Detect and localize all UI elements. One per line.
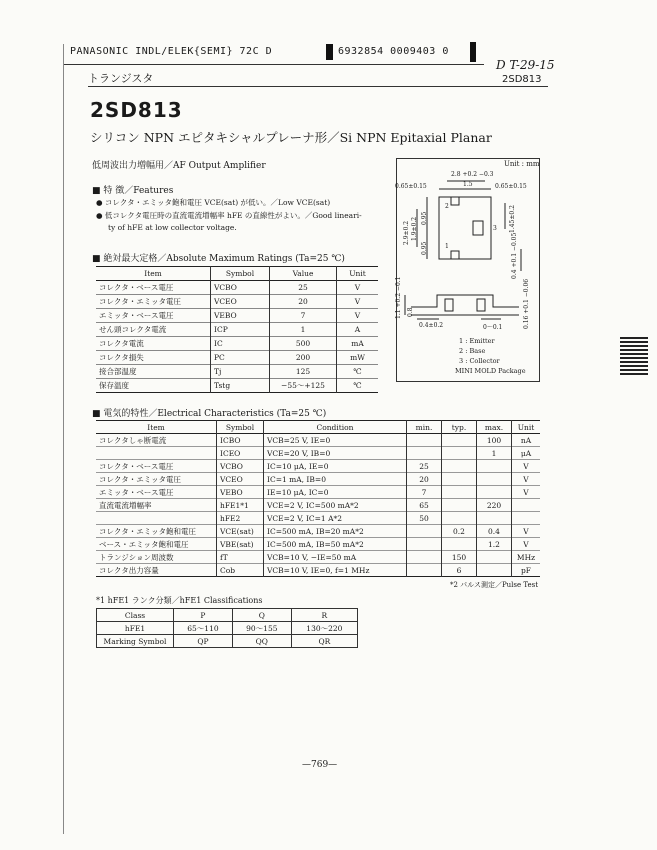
pulse-test-footnote: *2 パルス測定／Pulse Test [450, 581, 539, 589]
table-row: 直流電流増幅率 hFE1*1 VCE=2 V, IC=500 mA*2 65 220 [96, 499, 540, 512]
feature-item-2: ● 低コレクタ電圧時の直流電流増幅率 hFE の直線性がよい。／Good lineari- [96, 211, 362, 220]
table-row: トランジション周波数 fT VCB=10 V, −IE=50 mA 150 MHz [96, 551, 540, 564]
header-mark-2 [470, 42, 476, 62]
elec-heading: ■ 電気的特性／Electrical Characteristics (Ta=25 ℃) [92, 409, 327, 419]
pin-2-label: 2 [445, 203, 449, 210]
category-rule [88, 86, 548, 87]
subtitle: シリコン NPN エピタキシャルプレーナ形／Si NPN Epitaxial Planar [90, 130, 492, 145]
dim-11: 1.1 +0.2 −0.1 [395, 276, 402, 319]
legend-emitter: 1 : Emitter [459, 337, 495, 345]
col-condition: Condition [264, 421, 407, 434]
dim-left: 0.65±0.15 [395, 183, 427, 190]
dim-095a: 0.95 [421, 211, 428, 225]
abs-max-table [96, 266, 378, 393]
application: 低周波出力増幅用／AF Output Amplifier [92, 161, 266, 171]
dim-08: 0.8 [407, 307, 414, 317]
table-row: エミッタ・ベース電圧 VEBO 7 V [96, 309, 378, 323]
col-symbol: Symbol [211, 267, 270, 281]
table-row: ベース・エミッタ飽和電圧 VBE(sat) IC=500 mA, IB=50 mA*2 1.2 V [96, 538, 540, 551]
table-row: 保存温度 Tstg −55〜+125 ℃ [96, 379, 378, 393]
col-item: Item [147, 422, 165, 432]
feature-item-3: ty of hFE at low collector voltage. [108, 223, 237, 232]
page-number: —769— [302, 760, 338, 770]
table-row: コレクタ出力容量 Cob VCB=10 V, IE=0, f=1 MHz 6 pF [96, 564, 540, 577]
header-mark-1 [326, 44, 333, 60]
index-tab-mark [620, 337, 648, 377]
dim-29: 2.9±0.2 [403, 220, 410, 245]
col-symbol: Symbol [217, 421, 264, 434]
header-company: PANASONIC INDL/ELEK{SEMI} 72C D [70, 46, 273, 57]
dim-19: 1.9±0.2 [411, 216, 418, 241]
package-diagram [396, 158, 540, 382]
col-class: Class [97, 609, 174, 622]
abs-max-heading: ■ 絶対最大定格／Absolute Maximum Ratings (Ta=25 ℃) [92, 254, 345, 264]
table-row: エミッタ・ベース電圧 VEBO IE=10 μA, IC=0 7 V [96, 486, 540, 499]
header-codes: 6932854 0009403 0 [338, 46, 449, 57]
col-p: P [174, 609, 233, 622]
col-value: Value [270, 267, 337, 281]
table-row: hFE2 VCE=2 V, IC=1 A*2 50 [96, 512, 540, 525]
dim-04: 0.4 +0.1 −0.05 [511, 232, 518, 279]
col-r: R [291, 609, 357, 622]
elec-table [96, 420, 540, 577]
table-row: ICEO VCE=20 V, IB=0 1 μA [96, 447, 540, 460]
diagram-unit: Unit : mm [504, 160, 540, 168]
dim-right: 0.65±0.15 [495, 183, 527, 190]
table-row: せん頭コレクタ電流 ICP 1 A [96, 323, 378, 337]
header-handwritten: D T-29-15 [496, 58, 555, 72]
table-row: コレクタ・エミッタ電圧 VCEO IC=1 mA, IB=0 20 V [96, 473, 540, 486]
table-row: コレクタしゃ断電流 ICBO VCB=25 V, IE=0 100 nA [96, 434, 540, 447]
legend-collector: 3 : Collector [459, 357, 500, 365]
pin-3-label: 3 [493, 225, 497, 232]
table-row: コレクタ電流 IC 500 mA [96, 337, 378, 351]
feature-item-1: ● コレクタ・エミッタ飽和電圧 VCE(sat) が低い。／Low VCE(sat) [96, 198, 331, 207]
table-row: コレクタ損失 PC 200 mW [96, 351, 378, 365]
package-name: MINI MOLD Package [455, 367, 526, 375]
table-row: コレクタ・ベース電圧 VCBO 25 V [96, 281, 378, 295]
table-row: 接合部温度 Tj 125 ℃ [96, 365, 378, 379]
category-label: トランジスタ [88, 72, 154, 85]
part-number-small: 2SD813 [502, 74, 542, 85]
col-item: Item [144, 269, 162, 278]
col-q: Q [232, 609, 291, 622]
part-number-title: 2SD813 [90, 98, 183, 122]
dim-016: 0.16 +0.1 −0.06 [523, 278, 530, 329]
features-heading: ■ 特 徴／Features [92, 186, 174, 196]
table-row: コレクタ・ベース電圧 VCBO IC=10 μA, IE=0 25 V [96, 460, 540, 473]
dim-top: 2.8 +0.2 −0.3 [451, 171, 494, 178]
classification-table [96, 608, 358, 648]
pin-1-label: 1 [445, 243, 449, 250]
table-row: hFE1 65〜110 90〜155 130〜220 [97, 622, 358, 635]
dim-042: 0.4±0.2 [419, 322, 444, 329]
classification-heading: *1 hFE1 ランク分類／hFE1 Classifications [96, 596, 263, 605]
table-row: コレクタ・エミッタ電圧 VCEO 20 V [96, 295, 378, 309]
table-row: コレクタ・エミッタ飽和電圧 VCE(sat) IC=500 mA, IB=20 mA*2 0.2 0.4 V [96, 525, 540, 538]
table-row: Marking Symbol QP QQ QR [97, 635, 358, 648]
scan-border-left [63, 44, 64, 834]
dim-095b: 0.95 [421, 241, 428, 255]
dim-001: 0〜0.1 [483, 324, 503, 331]
col-min: min. [407, 421, 442, 434]
col-unit: Unit [512, 421, 541, 434]
header-rule [64, 64, 484, 65]
dim-145: 1.45±0.2 [509, 205, 516, 233]
col-max: max. [477, 421, 512, 434]
col-unit: Unit [337, 267, 379, 281]
legend-base: 2 : Base [459, 347, 486, 355]
col-typ: typ. [442, 421, 477, 434]
dim-15: 1.5 [463, 181, 473, 188]
